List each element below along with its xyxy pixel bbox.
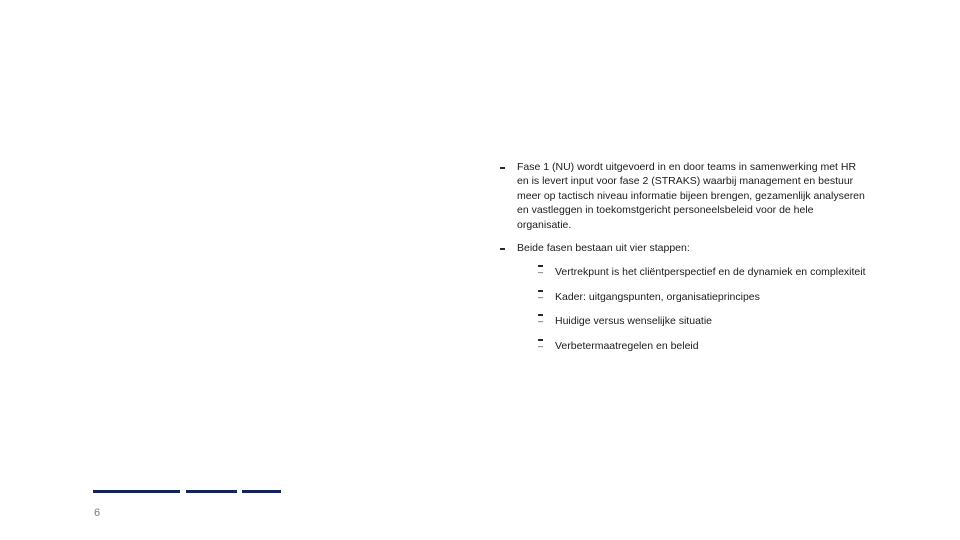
en-dash-bullet-icon: –: [538, 316, 544, 327]
bullet-text: Fase 1 (NU) wordt uitgevoerd in en door teams in samenwerking met HR en is levert input voor fase 2 (STRAKS) waarbij management en bestuur meer op tactisch niveau informatie bijeen brengen, gezamenlijk analyseren en vastleggen in toekomstgericht personeelsbeleid voor de hele organisatie.: [517, 161, 865, 231]
sub-bullet-item: [517, 339, 867, 353]
en-dash-bullet-icon: –: [538, 340, 544, 351]
sub-bullet-item: [517, 265, 867, 279]
sub-bullet-item: [517, 290, 867, 304]
sub-bullet-text: Vertrekpunt is het cliëntperspectief en de dynamiek en complexiteit: [555, 266, 866, 279]
bullet-item: [497, 160, 867, 232]
footer-bar: [186, 490, 237, 493]
sub-bullet-text: Verbetermaatregelen en beleid: [555, 339, 699, 352]
bullet-item: [497, 241, 867, 353]
footer-bar: [242, 490, 281, 493]
footer-bar: [93, 490, 180, 493]
page-number: 6: [94, 507, 101, 519]
dash-bullet-icon: [500, 167, 505, 169]
bullet-text: Beide fasen bestaan uit vier stappen:: [517, 242, 690, 255]
bullet-list: [497, 160, 867, 363]
sub-bullet-text: Huidige versus wenselijke situatie: [555, 315, 712, 328]
sub-bullet-item: [517, 314, 867, 328]
sub-bullet-text: Kader: uitgangspunten, organisatieprincipes: [555, 290, 760, 303]
en-dash-bullet-icon: –: [538, 291, 544, 302]
sub-bullet-list: [517, 265, 867, 353]
en-dash-bullet-icon: –: [538, 267, 544, 278]
dash-bullet-icon: [500, 248, 505, 250]
